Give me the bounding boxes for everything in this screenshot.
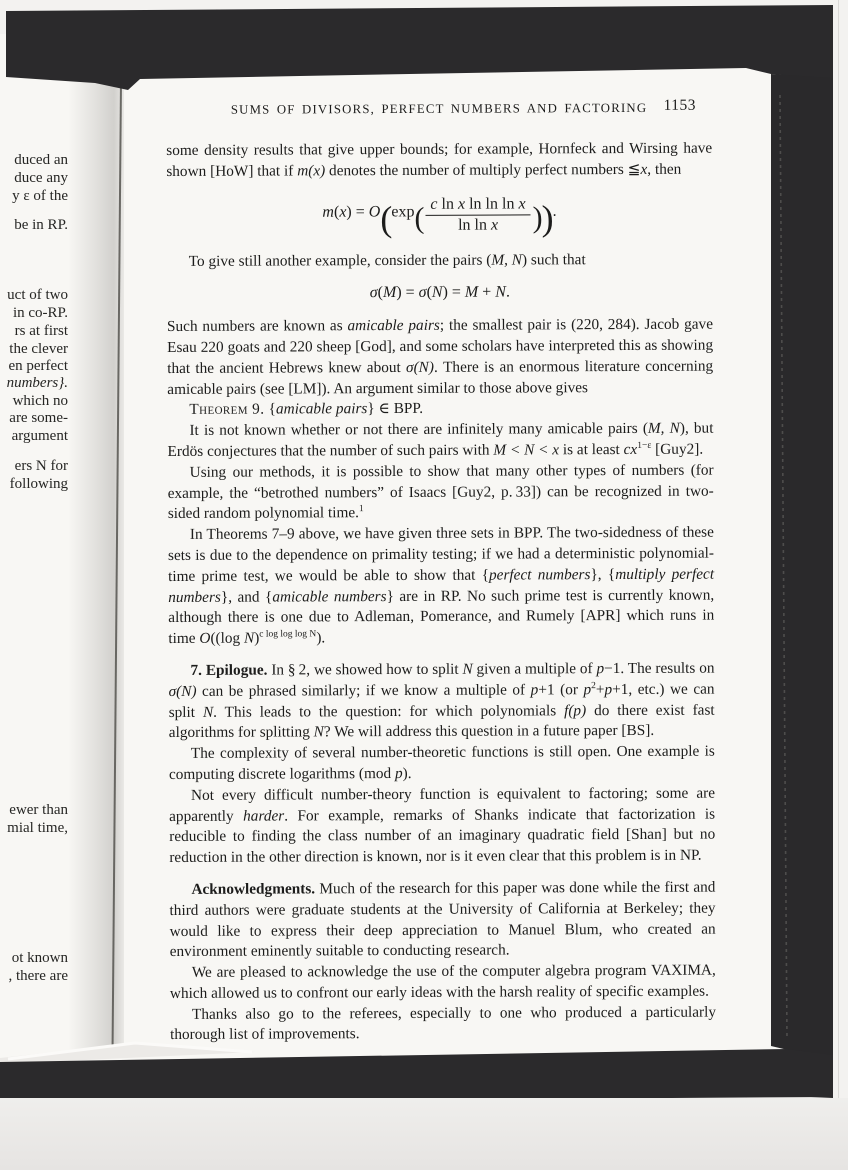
paragraph: We are pleased to acknowledge the use of the computer algebra program VAXIMA, which allowed us to confront our early ideas with the harsh reality of specific examples. — [169, 961, 716, 1002]
scanner-background — [0, 1098, 848, 1170]
adjacent-page-line: duced an — [14, 152, 68, 168]
section-paragraph: 7. Epilogue. In § 2, we showed how to split N given a multiple of p−1. The results on σ(N) can be phrased similarly; if we know a multiple of p+1 (or $p^2+p+1$, etc.) we can split N. This leads to the question: for which polynomials f(p) do there exist fast algorithms for splitting N? We will address this question in a future paper [BS]. — [168, 659, 715, 742]
adjacent-page-line: the clever — [9, 341, 68, 357]
adjacent-page-line: ot known — [11, 950, 68, 966]
paragraph: Not every difficult number-theory function is equivalent to factoring; some are apparently harder. For example, remarks of Shanks indicate that factorization is reducible to finding the class number of an imaginary quadratic field [Shan] but no reduction in the other direction is known, nor is it even clear that this problem is in NP. — [169, 784, 716, 867]
paragraph: Thanks also go to the referees, especially to one who produced a particularly thorough list of improvements. — [170, 1003, 717, 1044]
paragraph: In Theorems 7–9 above, we have given three sets in BPP. The two-sidedness of these sets is due to the dependence on primality testing; if we had a deterministic polynomial-time prime test, we would be able to show that {perfect numbers}, {multiply perfect numbers}, and {amicable numbers} are in RP. No such prime test is currently known, although there is one due to Adleman, Pomerance, and Rumely [APR] which runs in time O((log N)$^{c log log log N}$). — [167, 523, 715, 648]
adjacent-page-line: be in RP. — [14, 217, 68, 233]
adjacent-page-line: mial time, — [7, 820, 68, 836]
adjacent-page-line: ers N for — [14, 458, 68, 474]
adjacent-page-line: which no — [12, 393, 68, 409]
fraction: $\frac{\text{c ln x ln ln ln x}}{\text{ln ln x}}$ — [425, 194, 530, 235]
adjacent-page-line: argument — [11, 428, 68, 444]
adjacent-page-line: in co-RP. — [12, 305, 68, 321]
scan-border-top — [6, 5, 833, 90]
adjacent-page-line: y ε of the — [12, 188, 68, 204]
theorem-statement: Theorem 9. {amicable pairs} ∈ BPP. — [189, 400, 424, 419]
adjacent-page-line: are some- — [9, 410, 68, 426]
adjacent-page-line: ewer than — [9, 802, 68, 818]
adjacent-page-line: rs at first — [14, 323, 68, 339]
adjacent-page-line: , there are — [8, 968, 68, 984]
paragraph: To give still another example, consider the pairs (M, N) such that — [188, 251, 586, 271]
running-head-title: SUMS OF DIVISORS, PERFECT NUMBERS AND FACTORING — [230, 100, 648, 117]
paragraph: The complexity of several number-theoretic functions is still open. One example is computing discrete logarithms (mod p). — [168, 742, 715, 783]
adjacent-page-line: duce any — [14, 170, 68, 186]
display-formula: m(x) = O(exp( $\frac{\text{c ln x ln ln ln x}}{\text{ln ln x}}$ )). — [322, 195, 557, 239]
adjacent-page-line: en perfect — [8, 358, 68, 374]
section-paragraph: Acknowledgments. Much of the research for this paper was done while the first and third authors were graduate students at the University of California at Berkeley; they would like to express their deep appreciation to Manuel Blum, who created an environment eminently suitable to conducting research. — [169, 878, 716, 961]
scanner-bed-edge — [838, 0, 839, 1170]
paragraph: It is not known whether or not there are infinitely many amicable pairs (M, N), but Erdös conjectures that the number of such pairs with M < N < x is at least $cx^{1-\varepsilon}$ [Guy2]. — [167, 419, 714, 460]
adjacent-page-line: uct of two — [7, 287, 68, 303]
page-number: 1153 — [663, 96, 697, 114]
display-formula: σ(M) = σ(N) = M + N. — [369, 283, 510, 302]
adjacent-page-line: following — [9, 476, 68, 492]
paragraph: Using our methods, it is possible to show that many other types of numbers (for example, the “betrothed numbers” of Isaacs [Guy2, p. 33]) can be recognized in two-sided random polynomial time.$^1$ — [167, 461, 714, 523]
paragraph: some density results that give upper bounds; for example, Hornfeck and Wirsing have shown [HoW] that if m(x) denotes the number of multiply perfect numbers ≦x, then — [166, 139, 713, 180]
adjacent-page-line: numbers}. — [6, 375, 68, 391]
paragraph: Such numbers are known as amicable pairs; the smallest pair is (220, 284). Jacob gave Esau 220 goats and 220 sheep [God], and some scholars have interpreted this as showing that the ancient Hebrews knew about σ(N). There is an enormous literature concerning amicable pairs (see [LM]). An argument similar to those above gives — [166, 315, 714, 398]
scan-border-right — [771, 74, 833, 1098]
